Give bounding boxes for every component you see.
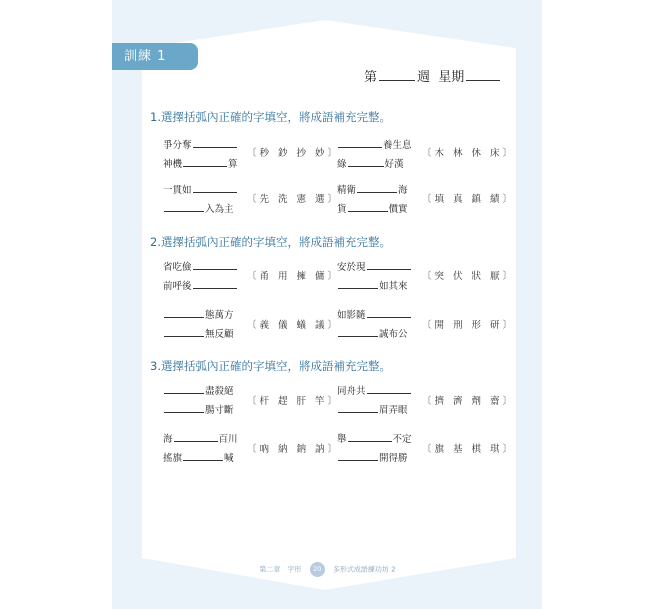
s3b-text-1: 同舟共 <box>337 386 366 397</box>
s1d-text-2: 海 <box>398 185 408 196</box>
s1d-text-4: 價實 <box>388 204 408 215</box>
s1c-text-2: 入為主 <box>205 204 234 215</box>
footer-chapter: 第二章 字形 <box>259 565 302 574</box>
s1a-text-2: 神機 <box>163 159 183 170</box>
fill-blank[interactable] <box>338 325 378 337</box>
fill-blank[interactable] <box>164 401 204 413</box>
fill-blank[interactable] <box>164 325 204 337</box>
s3-item-c <box>163 430 238 468</box>
fill-blank[interactable] <box>367 258 411 270</box>
weekday-label: 星期 <box>438 70 465 85</box>
s3d-text-2: 不定 <box>392 434 412 445</box>
s3d-choices: 〔旗 基 棋 琪〕 <box>422 444 516 455</box>
s2a-text-1: 省吃儉 <box>163 262 192 273</box>
s1b-text-1: 養生息 <box>383 140 412 151</box>
s3c-text-2: 百川 <box>218 434 238 445</box>
s1d-text-3: 貨 <box>337 204 347 215</box>
s2c-text-1: 態萬方 <box>205 310 234 321</box>
s2c-choices: 〔義 儀 蟻 議〕 <box>247 320 341 331</box>
s1b-text-2: 綠 <box>337 159 347 170</box>
week-prefix: 第 <box>364 70 378 85</box>
s3-item-d <box>337 430 412 468</box>
fill-blank[interactable] <box>183 155 227 167</box>
s1-item-c <box>163 181 238 219</box>
s3b-choices: 〔擠 濟 劑 齋〕 <box>422 396 516 407</box>
s3c-text-1: 海 <box>163 434 173 445</box>
s1-item-b <box>337 136 412 174</box>
s2b-text-2: 如其來 <box>379 281 408 292</box>
s2b-text-1: 安於現 <box>337 262 366 273</box>
s3a-text-1: 盡殺絕 <box>205 386 234 397</box>
s3a-choices: 〔杆 趕 肝 竿〕 <box>247 396 341 407</box>
fill-blank[interactable] <box>193 258 237 270</box>
training-tab: 訓練 1 <box>112 43 198 70</box>
s3c-text-3: 搖旗 <box>163 453 183 464</box>
s2-item-a <box>163 258 238 296</box>
page-footer <box>0 562 655 577</box>
weekday-blank[interactable] <box>466 68 500 81</box>
fill-blank[interactable] <box>367 306 411 318</box>
s2c-text-2: 無反顧 <box>205 329 234 340</box>
week-blank[interactable] <box>379 68 415 81</box>
fill-blank[interactable] <box>338 401 378 413</box>
s3d-text-3: 開得勝 <box>379 453 408 464</box>
s3d-text-1: 舉 <box>337 434 347 445</box>
s1d-choices: 〔填 真 鎮 績〕 <box>422 194 516 205</box>
s2a-choices: 〔甬 用 擁 傭〕 <box>247 271 341 282</box>
fill-blank[interactable] <box>348 430 392 442</box>
fill-blank[interactable] <box>164 306 204 318</box>
s1a-choices: 〔秒 鈔 抄 妙〕 <box>247 148 341 159</box>
fill-blank[interactable] <box>348 200 388 212</box>
s1c-choices: 〔先 洗 憲 選〕 <box>247 194 341 205</box>
section-2-instruction: 2.選擇括弧內正確的字填空，將成語補充完整。 <box>150 235 391 249</box>
page-number: 20 <box>310 562 325 577</box>
week-day-line <box>364 66 502 85</box>
fill-blank[interactable] <box>183 449 223 461</box>
s3b-text-2: 眉弄眼 <box>379 405 408 416</box>
footer-title: 多形式成語練功坊 2 <box>332 565 396 574</box>
s1-item-a <box>163 136 238 174</box>
s2d-text-2: 誠布公 <box>379 329 408 340</box>
fill-blank[interactable] <box>367 382 411 394</box>
s1a-text-3: 算 <box>228 159 238 170</box>
s2d-text-1: 如影隨 <box>337 310 366 321</box>
fill-blank[interactable] <box>357 181 397 193</box>
fill-blank[interactable] <box>338 277 378 289</box>
s2d-choices: 〔開 刑 形 研〕 <box>422 320 516 331</box>
section-1-instruction: 1.選擇括弧內正確的字填空，將成語補充完整。 <box>150 110 391 124</box>
s1a-text-1: 爭分奪 <box>163 140 192 151</box>
fill-blank[interactable] <box>164 200 204 212</box>
s1b-text-3: 好漢 <box>384 159 404 170</box>
fill-blank[interactable] <box>348 155 384 167</box>
s2-item-c <box>163 306 234 344</box>
s2-item-d <box>337 306 412 344</box>
week-mid: 週 <box>417 70 431 85</box>
s1b-choices: 〔木 林 休 床〕 <box>422 148 516 159</box>
fill-blank[interactable] <box>164 382 204 394</box>
fill-blank[interactable] <box>193 181 237 193</box>
s2b-choices: 〔突 伏 狀 厭〕 <box>422 271 516 282</box>
fill-blank[interactable] <box>193 277 237 289</box>
s3c-text-4: 喊 <box>224 453 234 464</box>
s3a-text-2: 腸寸斷 <box>205 405 234 416</box>
s3-item-b <box>337 382 412 420</box>
fill-blank[interactable] <box>174 430 218 442</box>
s3c-choices: 〔吶 納 鈉 訥〕 <box>247 444 341 455</box>
s1c-text-1: 一貫如 <box>163 185 192 196</box>
fill-blank[interactable] <box>338 449 378 461</box>
s3-item-a <box>163 382 234 420</box>
s1d-text-1: 精衛 <box>337 185 357 196</box>
fill-blank[interactable] <box>193 136 237 148</box>
section-3-instruction: 3.選擇括弧內正確的字填空，將成語補充完整。 <box>150 359 391 373</box>
s2-item-b <box>337 258 412 296</box>
s1-item-d <box>337 181 408 219</box>
fill-blank[interactable] <box>338 136 382 148</box>
s2a-text-2: 前呼後 <box>163 281 192 292</box>
